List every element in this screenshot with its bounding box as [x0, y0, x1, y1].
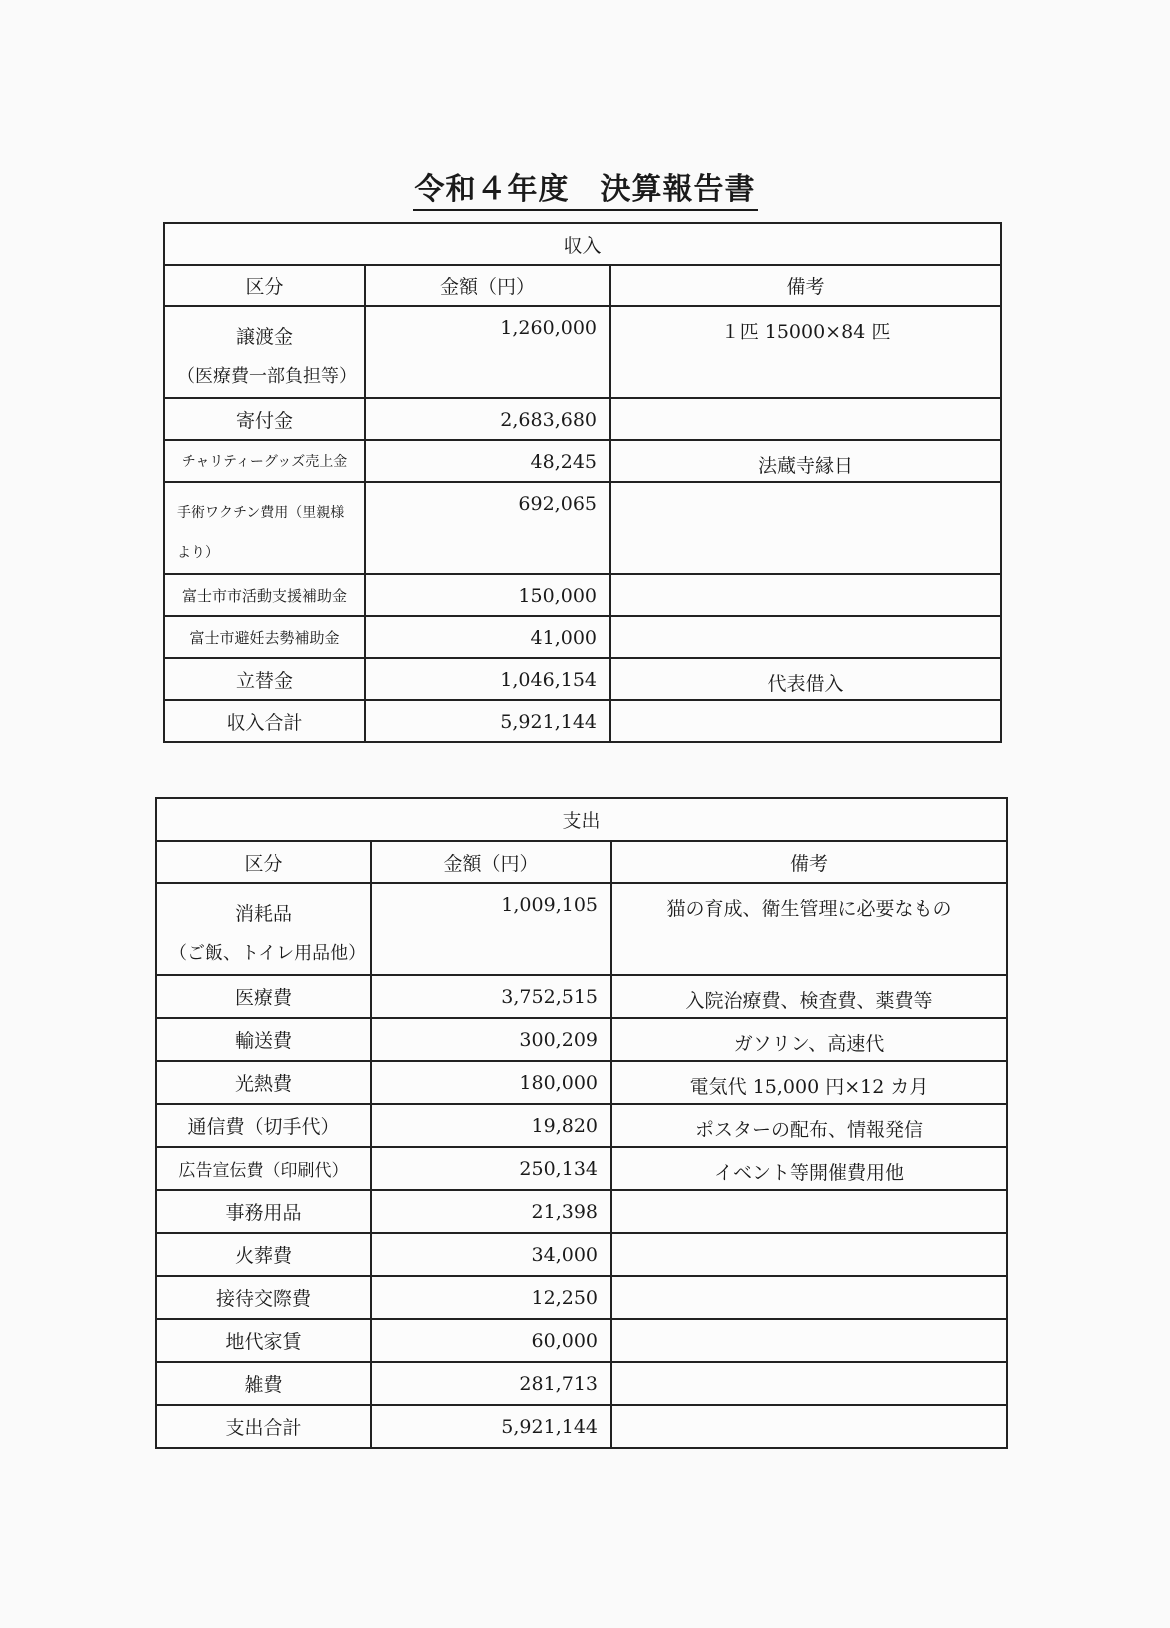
expense-category: 輸送費 — [156, 1018, 371, 1061]
expense-amount: 1,009,105 — [371, 883, 611, 975]
expense-category: 火葬費 — [156, 1233, 371, 1276]
expense-remarks: 猫の育成、衛生管理に必要なもの — [611, 883, 1007, 975]
table-row — [156, 975, 1007, 1018]
expense-amount: 21,398 — [371, 1190, 611, 1233]
table-row — [156, 1147, 1007, 1190]
expense-category: 接待交際費 — [156, 1276, 371, 1319]
expense-remarks — [611, 1276, 1007, 1319]
income-category: 譲渡金 （医療費一部負担等） — [164, 306, 365, 398]
income-category: 手術ワクチン費用（里親様 より） — [164, 482, 365, 574]
expense-caption: 支出 — [156, 798, 1007, 841]
income-remarks — [610, 616, 1001, 658]
table-row — [156, 1104, 1007, 1147]
table-row — [156, 1233, 1007, 1276]
expense-amount: 250,134 — [371, 1147, 611, 1190]
income-category: 富士市市活動支援補助金 — [164, 574, 365, 616]
table-row — [156, 883, 1007, 975]
income-remarks: 代表借入 — [610, 658, 1001, 700]
expense-remarks: 電気代 15,000 円×12 カ月 — [611, 1061, 1007, 1104]
table-row — [156, 1405, 1007, 1448]
table-row — [164, 440, 1001, 482]
income-remarks — [610, 482, 1001, 574]
page-title-text: 令和４年度 決算報告書 — [413, 172, 758, 211]
page-title — [0, 164, 1170, 208]
expense-header-category: 区分 — [156, 841, 371, 883]
table-row — [156, 1018, 1007, 1061]
income-category: 収入合計 — [164, 700, 365, 742]
income-amount: 1,260,000 — [365, 306, 610, 398]
table-row — [164, 658, 1001, 700]
expense-amount: 60,000 — [371, 1319, 611, 1362]
table-row — [164, 306, 1001, 398]
income-remarks — [610, 574, 1001, 616]
income-table — [163, 222, 1002, 743]
expense-category: 消耗品 （ご飯、トイレ用品他） — [156, 883, 371, 975]
expense-header-remarks: 備考 — [611, 841, 1007, 883]
expense-amount: 12,250 — [371, 1276, 611, 1319]
expense-remarks: 入院治療費、検査費、薬費等 — [611, 975, 1007, 1018]
expense-amount: 34,000 — [371, 1233, 611, 1276]
expense-category: 雑費 — [156, 1362, 371, 1405]
expense-amount: 5,921,144 — [371, 1405, 611, 1448]
expense-amount: 19,820 — [371, 1104, 611, 1147]
income-amount: 692,065 — [365, 482, 610, 574]
income-header-remarks: 備考 — [610, 265, 1001, 306]
expense-table — [155, 797, 1008, 1449]
expense-amount: 300,209 — [371, 1018, 611, 1061]
expense-remarks — [611, 1405, 1007, 1448]
table-row — [156, 1061, 1007, 1104]
income-category: 寄付金 — [164, 398, 365, 440]
income-category: 立替金 — [164, 658, 365, 700]
income-remarks — [610, 398, 1001, 440]
income-amount: 5,921,144 — [365, 700, 610, 742]
expense-category: 光熱費 — [156, 1061, 371, 1104]
income-remarks: 法蔵寺縁日 — [610, 440, 1001, 482]
income-remarks — [610, 700, 1001, 742]
income-remarks: １匹 15000×84 匹 — [610, 306, 1001, 398]
expense-remarks: ポスターの配布、情報発信 — [611, 1104, 1007, 1147]
expense-remarks — [611, 1362, 1007, 1405]
table-row — [164, 574, 1001, 616]
income-amount: 48,245 — [365, 440, 610, 482]
expense-category: 支出合計 — [156, 1405, 371, 1448]
income-header-amount: 金額（円） — [365, 265, 610, 306]
income-amount: 41,000 — [365, 616, 610, 658]
expense-category: 事務用品 — [156, 1190, 371, 1233]
table-row — [164, 700, 1001, 742]
expense-remarks: イベント等開催費用他 — [611, 1147, 1007, 1190]
income-amount: 1,046,154 — [365, 658, 610, 700]
income-amount: 150,000 — [365, 574, 610, 616]
income-category: 富士市避妊去勢補助金 — [164, 616, 365, 658]
expense-remarks — [611, 1190, 1007, 1233]
expense-category: 医療費 — [156, 975, 371, 1018]
table-row — [156, 1276, 1007, 1319]
table-row — [156, 1319, 1007, 1362]
expense-amount: 180,000 — [371, 1061, 611, 1104]
table-row — [164, 398, 1001, 440]
expense-header-amount: 金額（円） — [371, 841, 611, 883]
expense-category: 通信費（切手代） — [156, 1104, 371, 1147]
table-row — [164, 616, 1001, 658]
income-amount: 2,683,680 — [365, 398, 610, 440]
income-category: チャリティーグッズ売上金 — [164, 440, 365, 482]
expense-remarks — [611, 1233, 1007, 1276]
table-row — [156, 1190, 1007, 1233]
table-row — [156, 1362, 1007, 1405]
income-header-category: 区分 — [164, 265, 365, 306]
expense-remarks: ガソリン、高速代 — [611, 1018, 1007, 1061]
expense-amount: 3,752,515 — [371, 975, 611, 1018]
expense-category: 広告宣伝費（印刷代） — [156, 1147, 371, 1190]
expense-category: 地代家賃 — [156, 1319, 371, 1362]
income-caption: 収入 — [164, 223, 1001, 265]
table-row — [164, 482, 1001, 574]
expense-remarks — [611, 1319, 1007, 1362]
expense-amount: 281,713 — [371, 1362, 611, 1405]
